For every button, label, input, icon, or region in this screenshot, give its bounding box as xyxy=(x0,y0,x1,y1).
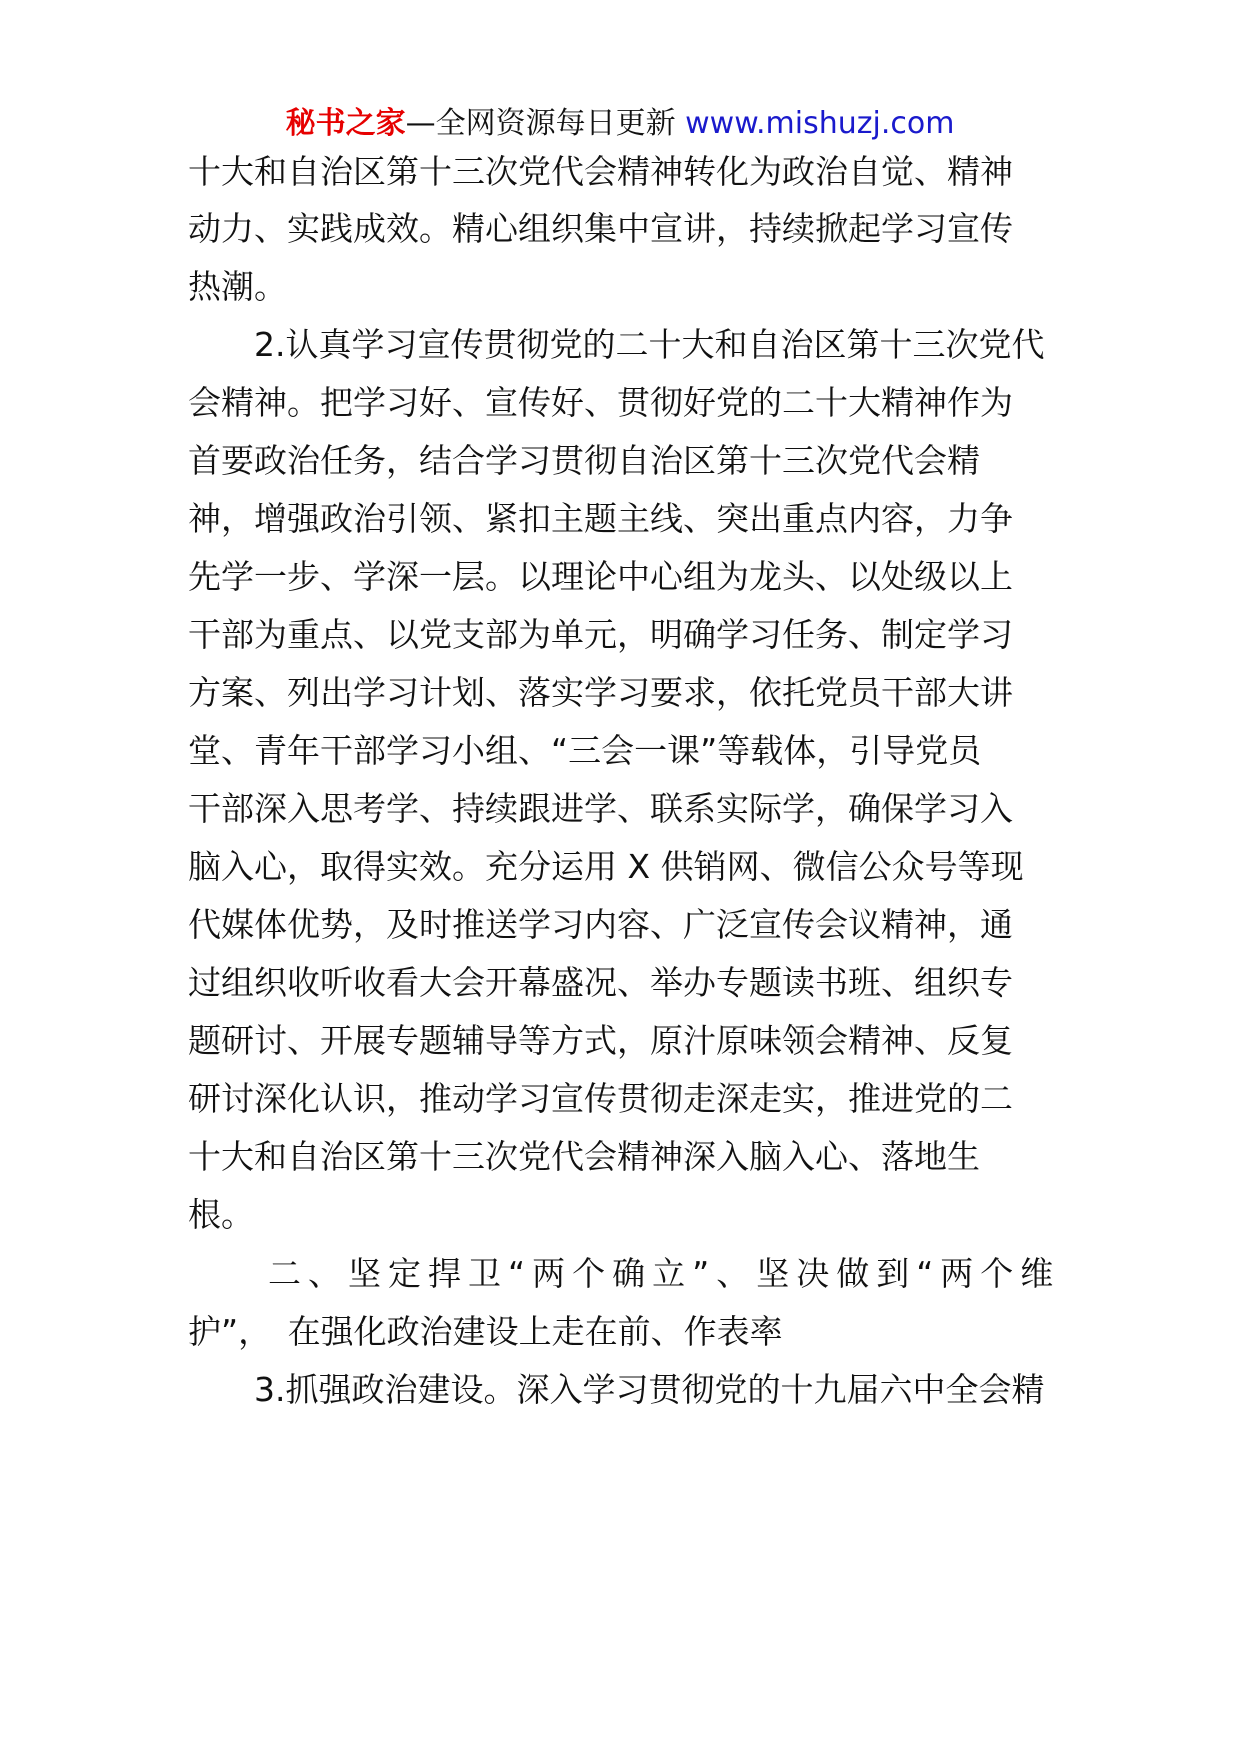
text-line: 十大和自治区第十三次党代会精神深入脑入心、落地生 xyxy=(188,1137,980,1176)
text-line: 干部为重点、以党支部为单元，明确学习任务、制定学习 xyxy=(188,615,1013,654)
section-heading: 二、坚定捍卫“两个确立”、坚决做到“两个维 xyxy=(188,1254,1061,1293)
text-line: 十大和自治区第十三次党代会精神转化为政治自觉、精神 xyxy=(188,152,1013,191)
header-slogan: —全网资源每日更新 xyxy=(405,106,676,141)
paragraph-heading: 3.抓强政治建设。深入学习贯彻党的十九届六中全会精 xyxy=(188,1370,1045,1409)
paragraph-heading: 2.认真学习宣传贯彻党的二十大和自治区第十三次党代 xyxy=(188,325,1045,364)
text-line: 热潮。 xyxy=(188,267,287,306)
text-line: 动力、实践成效。精心组织集中宣讲，持续掀起学习宣传 xyxy=(188,209,1013,248)
text-line: 题研讨、开展专题辅导等方式，原汁原味领会精神、反复 xyxy=(188,1021,1013,1060)
text-line: 首要政治任务，结合学习贯彻自治区第十三次党代会精 xyxy=(188,441,980,480)
text-line: 会精神。把学习好、宣传好、贯彻好党的二十大精神作为 xyxy=(188,383,1013,422)
text-line: 研讨深化认识，推动学习宣传贯彻走深走实，推进党的二 xyxy=(188,1079,1013,1118)
section-heading-continued: 护”， 在强化政治建设上走在前、作表率 xyxy=(188,1312,783,1351)
text-line: 神，增强政治引领、紧扣主题主线、突出重点内容，力争 xyxy=(188,499,1013,538)
text-line: 干部深入思考学、持续跟进学、联系实际学，确保学习入 xyxy=(188,789,1013,828)
text-line: 根。 xyxy=(188,1195,254,1234)
page-header xyxy=(0,104,1240,144)
text-line: 脑入心，取得实效。充分运用 X 供销网、微信公众号等现 xyxy=(188,847,1024,886)
text-line: 堂、青年干部学习小组、“三会一课”等载体，引导党员 xyxy=(188,731,982,770)
text-line: 过组织收听收看大会开幕盛况、举办专题读书班、组织专 xyxy=(188,963,1013,1002)
brand-name: 秘书之家 xyxy=(285,106,406,141)
text-line: 方案、列出学习计划、落实学习要求，依托党员干部大讲 xyxy=(188,673,1013,712)
website-link[interactable]: www.mishuzj.com xyxy=(685,106,955,141)
text-line: 先学一步、学深一层。以理论中心组为龙头、以处级以上 xyxy=(188,557,1013,596)
text-line: 代媒体优势，及时推送学习内容、广泛宣传会议精神，通 xyxy=(188,905,1013,944)
